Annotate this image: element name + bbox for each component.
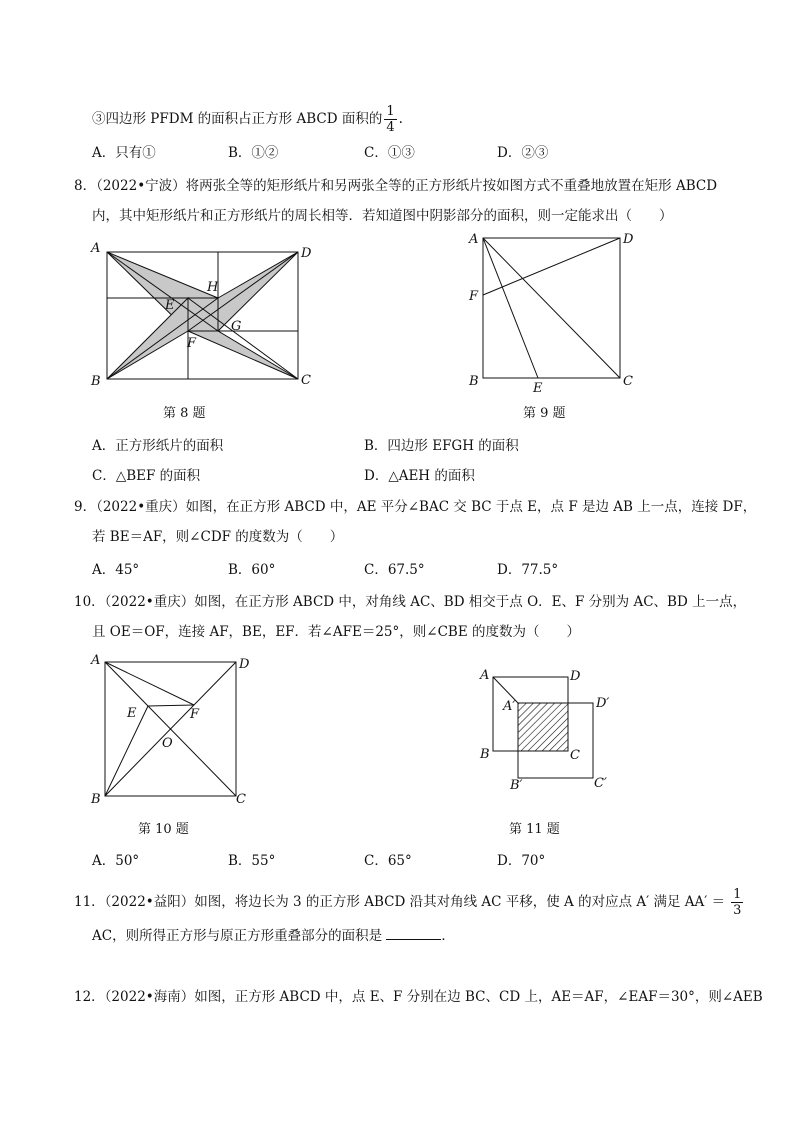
fig11-label-d: D bbox=[570, 669, 581, 684]
fig11-label-c: C bbox=[570, 748, 580, 763]
fig10-label-o: O bbox=[162, 736, 173, 751]
fig10-label-b: B bbox=[91, 792, 101, 807]
figure-8 bbox=[85, 238, 325, 393]
fig11-label-d-prime: D′ bbox=[596, 696, 610, 711]
q10-stem-line1: 10．（2022•重庆）如图，在正方形 ABCD 中，对角线 AC、BD 相交于点 O．E、F 分别为 AC、BD 上一点， bbox=[74, 594, 747, 610]
q7-option-c: C．①③ bbox=[364, 145, 415, 161]
answer-blank[interactable] bbox=[386, 925, 441, 940]
q7-item3-text: ③四边形 PFDM 的面积占正方形 ABCD 面积的 bbox=[92, 111, 383, 127]
fig9-label-f: F bbox=[469, 289, 479, 304]
q9-stem-line2: 若 BE＝AF，则∠CDF 的度数为（ ） bbox=[92, 529, 344, 545]
q8-stem-line2: 内，其中矩形纸片和正方形纸片的周长相等．若知道图中阴影部分的面积，则一定能求出（ ） bbox=[92, 208, 673, 224]
q8-option-c: C．△BEF 的面积 bbox=[92, 468, 201, 484]
q8-stem-line1: 8．（2022•宁波）将两张全等的矩形纸片和另两张全等的正方形纸片按如图方式不重叠地放置在矩形 ABCD bbox=[74, 178, 718, 194]
fig10-caption: 第 10 题 bbox=[138, 822, 189, 837]
fig9-label-b: B bbox=[469, 374, 479, 389]
fig10-label-c: C bbox=[236, 792, 246, 807]
fig9-label-e: E bbox=[533, 381, 543, 396]
q11-stem-line2: AC，则所得正方形与原正方形重叠部分的面积是 ． bbox=[92, 925, 455, 946]
q7-option-d: D．②③ bbox=[497, 145, 549, 161]
q8-option-b: B．四边形 EFGH 的面积 bbox=[364, 438, 519, 454]
q10-option-a: A．50° bbox=[92, 853, 140, 869]
fig8-label-e: E bbox=[165, 298, 175, 313]
q9-option-c: C．67.5° bbox=[364, 562, 425, 578]
fig8-label-c: C bbox=[301, 373, 311, 388]
fig11-label-a: A bbox=[480, 668, 490, 683]
fig8-label-g: G bbox=[231, 319, 242, 334]
fraction-one-quarter: $\frac{1}{4}$ bbox=[386, 104, 395, 135]
q7-option-a: A．只有① bbox=[92, 145, 156, 161]
fraction-one-third: $\frac{1}{3}$ bbox=[733, 887, 742, 918]
figure-10 bbox=[85, 650, 260, 810]
fig11-label-c-prime: C′ bbox=[594, 776, 607, 791]
fig8-label-d: D bbox=[301, 246, 312, 261]
q9-option-d: D．77.5° bbox=[497, 562, 559, 578]
fig10-lines bbox=[105, 662, 236, 796]
fig10-label-a: A bbox=[91, 653, 101, 668]
q9-stem-line1: 9．（2022•重庆）如图，在正方形 ABCD 中，AE 平分∠BAC 交 BC 于点 E，点 F 是边 AB 上一点，连接 DF， bbox=[74, 499, 757, 515]
fig8-label-b: B bbox=[91, 374, 101, 389]
q10-option-c: C．65° bbox=[364, 853, 412, 869]
fig11-label-a-prime: A′ bbox=[503, 699, 516, 714]
fig10-label-d: D bbox=[239, 657, 250, 672]
fig9-label-a: A bbox=[469, 232, 479, 247]
q10-option-d: D．70° bbox=[497, 853, 546, 869]
q10-stem-line2: 且 OE＝OF，连接 AF，BE，EF．若∠AFE＝25°，则∠CBE 的度数为（ ） bbox=[92, 624, 580, 640]
fig11-label-b-prime: B′ bbox=[510, 778, 523, 793]
fig8-label-h: H bbox=[207, 280, 219, 295]
fig8-label-a: A bbox=[91, 241, 101, 256]
figure-9 bbox=[465, 228, 645, 396]
q7-item3: ③四边形 PFDM 的面积占正方形 ABCD 面积的 $\frac{1}{4}$ . bbox=[92, 104, 403, 135]
fig9-caption: 第 9 题 bbox=[523, 406, 566, 421]
q11-stem-line1: 11．（2022•益阳）如图，将边长为 3 的正方形 ABCD 沿其对角线 AC 平移，使 A 的对应点 A′ 满足 AA′ ＝ $\frac{1}{3}$ bbox=[74, 887, 742, 918]
q9-option-a: A．45° bbox=[92, 562, 140, 578]
fig9-label-d: D bbox=[623, 232, 634, 247]
fig8-shading bbox=[107, 252, 298, 379]
fig10-label-e: E bbox=[127, 706, 137, 721]
q9-option-b: B．60° bbox=[228, 562, 276, 578]
fig8-label-f: F bbox=[187, 336, 197, 351]
fig10-label-f: F bbox=[190, 707, 200, 722]
fig11-overlap-hatched bbox=[518, 703, 568, 751]
fig9-lines bbox=[483, 238, 620, 378]
fig11-caption: 第 11 题 bbox=[509, 822, 560, 837]
fig8-caption: 第 8 题 bbox=[163, 406, 206, 421]
q12-stem-line1: 12．（2022•海南）如图，正方形 ABCD 中，点 E、F 分别在边 BC、CD 上，AE＝AF，∠EAF＝30°，则∠AEB bbox=[74, 989, 763, 1005]
q10-option-b: B．55° bbox=[228, 853, 276, 869]
q8-option-a: A．正方形纸片的面积 bbox=[92, 438, 224, 454]
q7-option-b: B．①② bbox=[228, 145, 279, 161]
fig11-label-b: B bbox=[480, 747, 490, 762]
fig9-label-c: C bbox=[623, 374, 633, 389]
q8-option-d: D．△AEH 的面积 bbox=[364, 468, 475, 484]
figure-11 bbox=[470, 660, 650, 800]
